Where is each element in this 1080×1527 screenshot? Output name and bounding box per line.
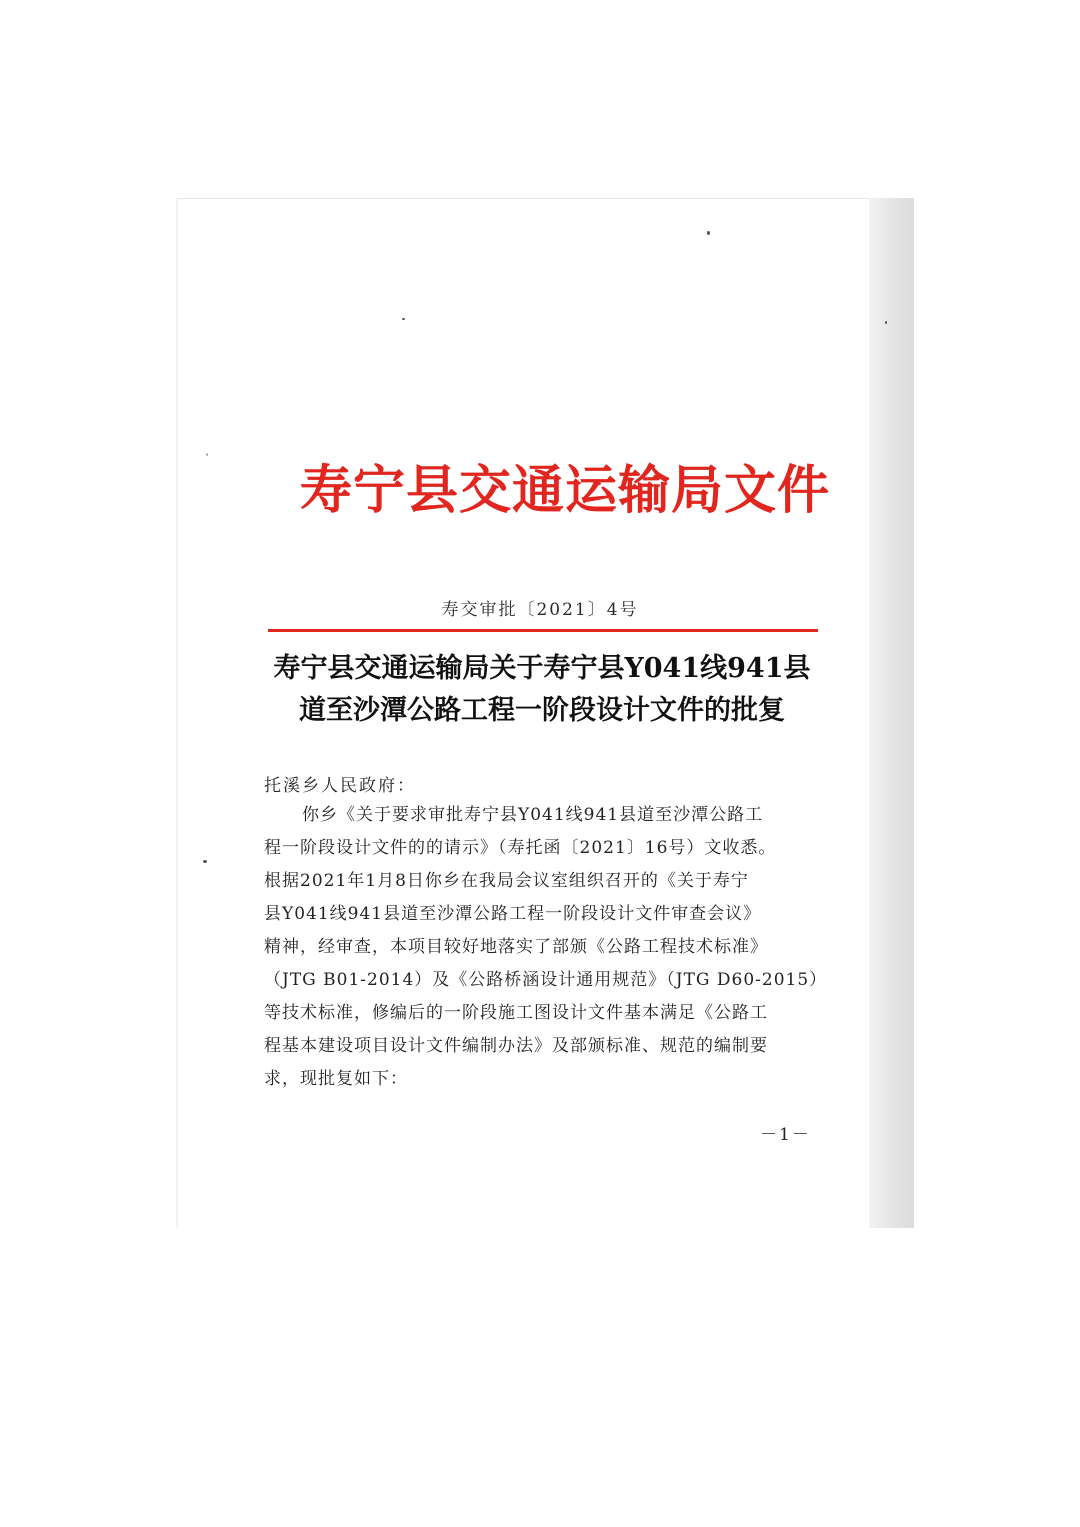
- scan-speck: [885, 321, 887, 324]
- scan-speck: [206, 453, 208, 456]
- body-line: 你乡《关于要求审批寿宁县Y041线941县道至沙潭公路工: [302, 805, 764, 825]
- body-line: 程基本建设项目设计文件编制办法》及部颁标准、规范的编制要: [264, 1036, 768, 1056]
- document-number: 寿交审批〔2021〕4号: [441, 600, 639, 620]
- document-title: [262, 648, 822, 732]
- page-number: －1－: [760, 1125, 811, 1145]
- body-line: 求，现批复如下：: [264, 1069, 408, 1089]
- body-line: （JTG B01-2014）及《公路桥涵设计通用规范》（JTG D60-2015）: [264, 970, 828, 990]
- body-line: 等技术标准，修编后的一阶段施工图设计文件基本满足《公路工: [264, 1003, 768, 1023]
- scan-speck: [402, 318, 405, 320]
- scan-speck: [203, 860, 207, 863]
- letterhead-title: 寿宁县交通运输局文件: [300, 460, 831, 521]
- addressee: 托溪乡人民政府：: [264, 776, 416, 796]
- body-line: 县Y041线941县道至沙潭公路工程一阶段设计文件审查会议》: [264, 904, 762, 924]
- scan-shadow-strip: [869, 198, 914, 1228]
- document-title-line: 寿宁县交通运输局关于寿宁县Y041线941县: [273, 653, 811, 684]
- body-line: 精神，经审查，本项目较好地落实了部颁《公路工程技术标准》: [264, 937, 768, 957]
- scan-speck: [707, 231, 710, 235]
- body-text: [264, 799, 828, 1096]
- document-title-line: 道至沙潭公路工程一阶段设计文件的批复: [299, 695, 785, 726]
- body-line: 程一阶段设计文件的的请示》（寿托函〔2021〕16号）文收悉。: [264, 838, 777, 858]
- red-divider-line: [268, 629, 818, 632]
- body-line: 根据2021年1月8日你乡在我局会议室组织召开的《关于寿宁: [264, 871, 749, 891]
